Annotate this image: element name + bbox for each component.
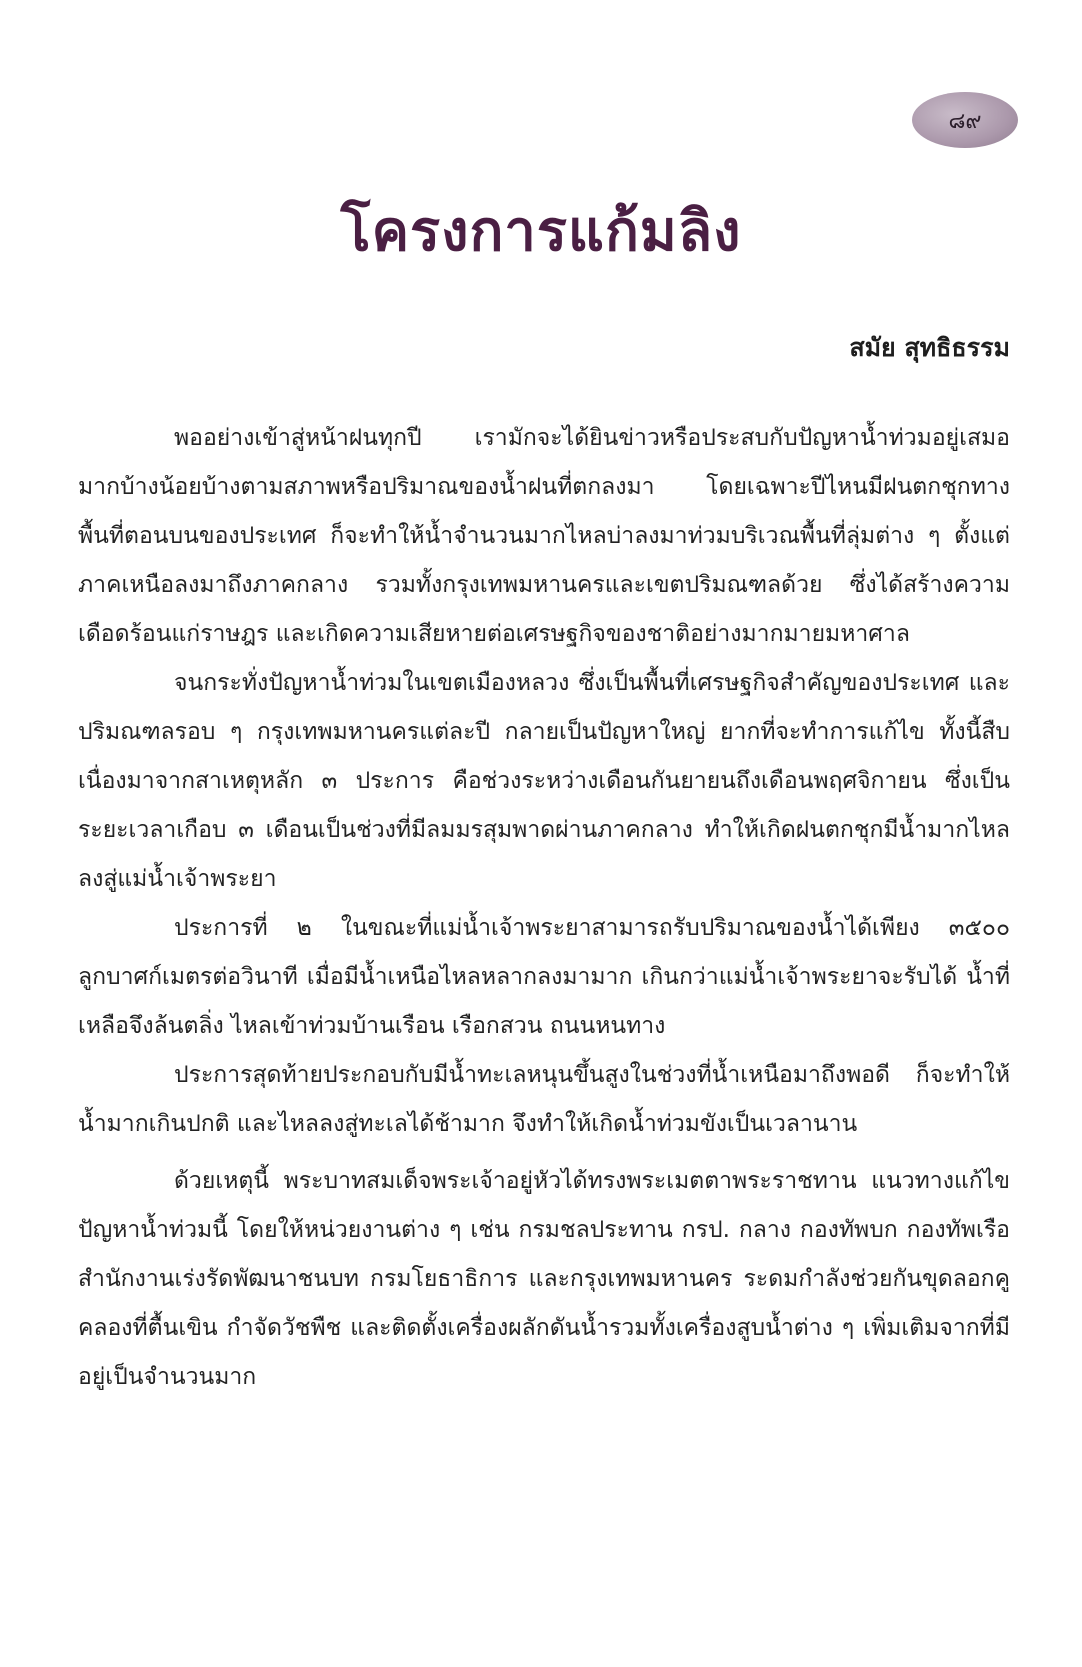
article-title: โครงการแก้มลิง — [340, 199, 742, 264]
paragraph-4: ประการสุดท้ายประกอบกับมีน้ำทะเลหนุนขึ้นสูงในช่วงที่น้ำเหนือมาถึงพอดี ก็จะทำให้น้ำมากเกินปกติ และไหลลงสู่ทะเลได้ช้ามาก จึงทำให้เกิดน้ำท่วมขังเป็นเวลานาน — [78, 1062, 1010, 1137]
paragraph-1: พออย่างเข้าสู่หน้าฝนทุกปี เรามักจะได้ยินข่าวหรือประสบกับปัญหาน้ำท่วมอยู่เสมอ มากบ้างน้อยบ้างตามสภาพหรือปริมาณของน้ำฝนที่ตกลงมา โดยเฉพาะปีไหนมีฝนตกชุกทางพื้นที่ตอนบนของประเทศ ก็จะทำให้น้ำจำนวนมากไหลบ่าลงมาท่วมบริเวณพื้นที่ลุ่มต่าง ๆ ตั้งแต่ภาคเหนือลงมาถึงภาคกลาง รวมทั้งกรุงเทพมหานครและเขตปริมณฑลด้วย ซึ่งได้สร้างความเดือดร้อนแก่ราษฎร และเกิดความเสียหายต่อเศรษฐกิจของชาติอย่างมากมายมหาศาล — [78, 425, 1010, 647]
paragraph-2: จนกระทั่งปัญหาน้ำท่วมในเขตเมืองหลวง ซึ่งเป็นพื้นที่เศรษฐกิจสำคัญของประเทศ และปริมณฑลรอบ ๆ กรุงเทพมหานครแต่ละปี กลายเป็นปัญหาใหญ่ ยากที่จะทำการแก้ไข ทั้งนี้สืบเนื่องมาจากสาเหตุหลัก ๓ ประการ คือช่วงระหว่างเดือนกันยายนถึงเดือนพฤศจิกายน ซึ่งเป็นระยะเวลาเกือบ ๓ เดือนเป็นช่วงที่มีลมมรสุมพาดผ่านภาคกลาง ทำให้เกิดฝนตกชุกมีน้ำมากไหลลงสู่แม่น้ำเจ้าพระยา — [78, 670, 1010, 892]
paragraph-3: ประการที่ ๒ ในขณะที่แม่น้ำเจ้าพระยาสามารถรับปริมาณของน้ำได้เพียง ๓๕๐๐ ลูกบาศก์เมตรต่อวินาที เมื่อมีน้ำเหนือไหลหลากลงมามาก เกินกว่าแม่น้ำเจ้าพระยาจะรับได้ น้ำที่เหลือจึงล้นตลิ่ง ไหลเข้าท่วมบ้านเรือน เรือกสวน ถนนหนทาง — [78, 915, 1010, 1039]
page-number-badge — [912, 92, 1018, 148]
article-body — [78, 414, 1010, 1402]
paragraph-5: ด้วยเหตุนี้ พระบาทสมเด็จพระเจ้าอยู่หัวได้ทรงพระเมตตาพระราชทาน แนวทางแก้ไขปัญหาน้ำท่วมนี้ โดยให้หน่วยงานต่าง ๆ เช่น กรมชลประทาน กรป. กลาง กองทัพบก กองทัพเรือ สำนักงานเร่งรัดพัฒนาชนบท กรมโยธาธิการ และกรุงเทพมหานคร ระดมกำลังช่วยกันขุดลอกคูคลองที่ตื้นเขิน กำจัดวัชพืช และติดตั้งเครื่องผลักดันน้ำรวมทั้งเครื่องสูบน้ำต่าง ๆ เพิ่มเติมจากที่มีอยู่เป็นจำนวนมาก — [78, 1168, 1010, 1390]
page-number: ๘๙ — [948, 108, 982, 134]
author-name: สมัย สุทธิธรรม — [849, 333, 1010, 362]
